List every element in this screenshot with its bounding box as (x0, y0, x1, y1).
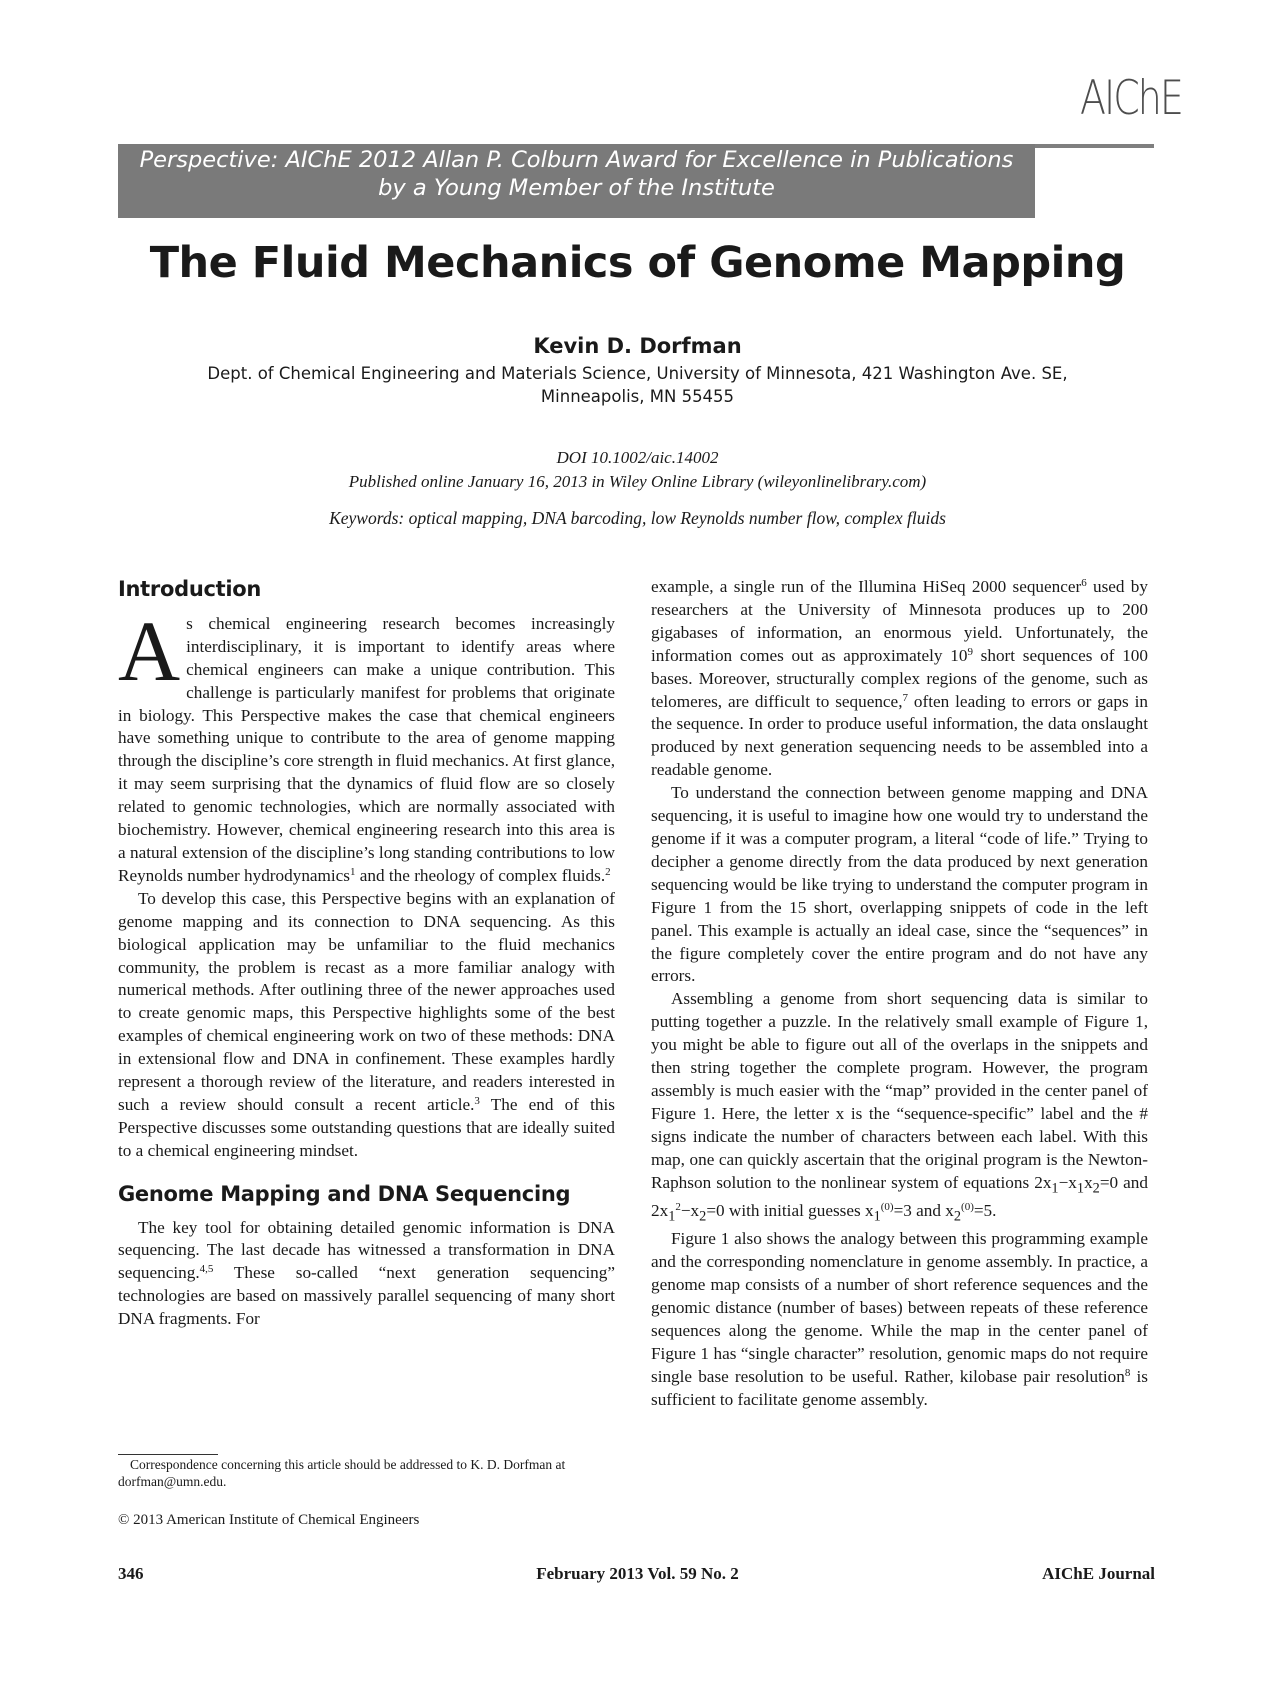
r-p4-text-b: is sufficient to facilitate genome assembly. (651, 1366, 1148, 1409)
left-column (118, 578, 615, 1331)
publication-info (0, 446, 1275, 494)
affiliation-line-2: Minneapolis, MN 55455 (540, 387, 735, 406)
r-p3-guess2: =5. (973, 1200, 997, 1220)
r-p1-text-a: example, a single run of the Illumina HiSeq 2000 sequencer (651, 577, 1082, 596)
subscript-2c: 2 (953, 1208, 962, 1225)
r-p1-text-c: short sequences of 100 bases. Moreover, structurally complex regions of the genome, such as telomeres, are difficult to sequence, (651, 645, 1148, 711)
subscript-2: 2 (1092, 1180, 1100, 1196)
banner-line-2: by a Young Member of the Institute (378, 175, 775, 201)
perspective-banner (118, 144, 1035, 218)
reference-8[interactable]: 8 (1124, 1366, 1131, 1379)
author-name: Kevin D. Dorfman (533, 334, 742, 358)
r-p3-eq1d: =0 and 2x (651, 1172, 1148, 1220)
journal-logo: AIChE (1080, 70, 1182, 125)
correspondence-footnote: Correspondence concerning this article should be addressed to K. D. Dorfman at dorfman@umn.edu. (118, 1457, 566, 1489)
r-p3-eq2b: −x (680, 1200, 700, 1220)
doi[interactable]: DOI 10.1002/aic.14002 (556, 448, 719, 467)
r-p3-eq2c: =0 with initial guesses x (706, 1200, 874, 1220)
article-title: The Fluid Mechanics of Genome Mapping (149, 238, 1126, 288)
gm-p1-text-b: These so-called “next generation sequencing” technologies are based on massively parallel sequencing of many short DNA fragments. For (118, 1263, 615, 1329)
drop-cap: A (118, 602, 181, 699)
genome-mapping-paragraph-1 (118, 1217, 615, 1332)
superscript-2: 2 (675, 1200, 681, 1213)
subscript-1: 1 (1051, 1180, 1059, 1196)
footnote-rule (118, 1454, 218, 1455)
published-online: Published online January 16, 2013 in Wiley Online Library (wileyonlinelibrary.com) (348, 472, 927, 491)
author-affiliation (150, 362, 1125, 408)
page-number: 346 (118, 1564, 144, 1583)
intro-p2-text-a: To develop this case, this Perspective begins with an explanation of genome mapping and its connection to DNA sequencing. As this biological application may be unfamiliar to the fluid mechanics community, the problem is recast as a more familiar analogy with numerical methods. After outlining three of the newer approaches used to create genomic maps, this Perspective highlights some of the best examples of chemical engineering work on two of these methods: DNA in extensional flow and DNA in confinement. These examples hardly represent a thorough review of the literature, and readers interested in such a review should consult a recent article. (118, 888, 615, 1114)
keywords: Keywords: optical mapping, DNA barcoding, low Reynolds number flow, complex fluids (329, 508, 946, 528)
journal-name: AIChE Journal (1042, 1564, 1155, 1583)
r-p3-text-a: Assembling a genome from short sequencing data is similar to putting together a puzzle. In the relatively small example of Figure 1, you might be able to figure out all of the overlaps in the snippets and then string together the complete program. However, the program assembly is much easier with the “map” provided in the center panel of Figure 1. Here, the letter x is the “sequence-specific” label and the # signs indicate the number of characters between each label. With this map, one can quickly ascertain that the original program is the Newton-Raphson solution to the nonlinear system of equations 2x (651, 989, 1148, 1192)
right-paragraph-1 (651, 576, 1148, 782)
genome-mapping-heading: Genome Mapping and DNA Sequencing (118, 1181, 571, 1206)
gm-p1-text-a: The key tool for obtaining detailed genomic information is DNA sequencing. The last decade has witnessed a transformation in DNA sequencing. (118, 1217, 615, 1283)
banner-line-1: Perspective: AIChE 2012 Allan P. Colburn Award for Excellence in Publications (139, 147, 1014, 173)
exponent-9: 9 (967, 645, 973, 658)
superscript-0b: (0) (961, 1200, 974, 1213)
reference-4-5[interactable]: 4,5 (199, 1263, 214, 1276)
affiliation-line-1: Dept. of Chemical Engineering and Materials Science, University of Minnesota, 421 Washington Ave. SE, (207, 364, 1068, 383)
intro-p1-text-b: and the rheology of complex fluids. (355, 865, 606, 885)
superscript-0a: (0) (880, 1200, 894, 1213)
r-p1-text-d: often leading to errors or gaps in the sequence. In order to produce useful information, the data onslaught produced by next generation sequencing needs to be assembled into a readable genome. (651, 691, 1149, 780)
right-column (651, 576, 1148, 1412)
reference-1[interactable]: 1 (350, 865, 356, 878)
intro-p1-text-a: s chemical engineering research becomes increasingly interdisciplinary, it is important to identify areas where chemical engineers can make a unique contribution. This challenge is particularly manifest for problems that originate in biology. This Perspective makes the case that chemical engineers have something unique to contribute to the area of genome mapping through the discipline’s core strength in fluid mechanics. At first glance, it may seem surprising that the dynamics of fluid flow are so closely related to genomic technologies, which are normally associated with biochemistry. However, chemical engineering research into this area is a natural extension of the discipline’s long standing contributions to low Reynolds number hydrodynamics (118, 613, 615, 885)
intro-p2-text-b: The end of this Perspective discusses some outstanding questions that are ideally suited to a chemical engineering mindset. (118, 1094, 615, 1160)
copyright: © 2013 American Institute of Chemical Engineers (118, 1512, 420, 1528)
r-p4-text-a: Figure 1 also shows the analogy between this programming example and the corresponding nomenclature in genome assembly. In practice, a genome map consists of a number of short reference sequences and the genomic distance (number of bases) between repeats of these reference sequences along the genome. While the map in the center panel of Figure 1 has “single character” resolution, genomic maps do not require single base resolution to be useful. Rather, kilobase pair resolution (651, 1229, 1148, 1386)
r-p3-eq1b: −x (1058, 1172, 1077, 1192)
subscript-1d: 1 (873, 1208, 881, 1225)
intro-paragraph-2 (118, 888, 615, 1163)
r-p1-text-b: used by researchers at the University of Minnesota produces up to 200 gigabases of information, an enormous yield. Unfortunately, the information comes out as approximately 10 (651, 577, 1148, 665)
right-paragraph-2: To understand the connection between genome mapping and DNA sequencing, it is useful to imagine how one would try to understand the genome if it was a computer program, a literal “code of life.” Trying to decipher a genome directly from the data produced by next generation sequencing would be like trying to understand the computer program in Figure 1 from the 15 short, overlapping snippets of code in the left panel. This example is actually an ideal case, since the “sequences” in the figure completely cover the entire program and do not have any errors. (651, 783, 1148, 986)
subscript-1c: 1 (668, 1208, 676, 1225)
r-p3-guess1: =3 and x (893, 1200, 954, 1220)
reference-6[interactable]: 6 (1081, 577, 1087, 589)
issue-info: February 2013 Vol. 59 No. 2 (536, 1564, 739, 1583)
subscript-1b: 1 (1076, 1180, 1085, 1196)
reference-3[interactable]: 3 (474, 1094, 480, 1107)
r-p3-eq1c: x (1084, 1172, 1093, 1192)
right-paragraph-3 (651, 988, 1148, 1228)
introduction-heading: Introduction (118, 577, 262, 601)
reference-7[interactable]: 7 (902, 691, 908, 704)
subscript-2b: 2 (699, 1208, 707, 1225)
reference-2[interactable]: 2 (605, 865, 611, 878)
right-paragraph-4 (651, 1228, 1148, 1411)
intro-paragraph-1 (118, 602, 615, 888)
